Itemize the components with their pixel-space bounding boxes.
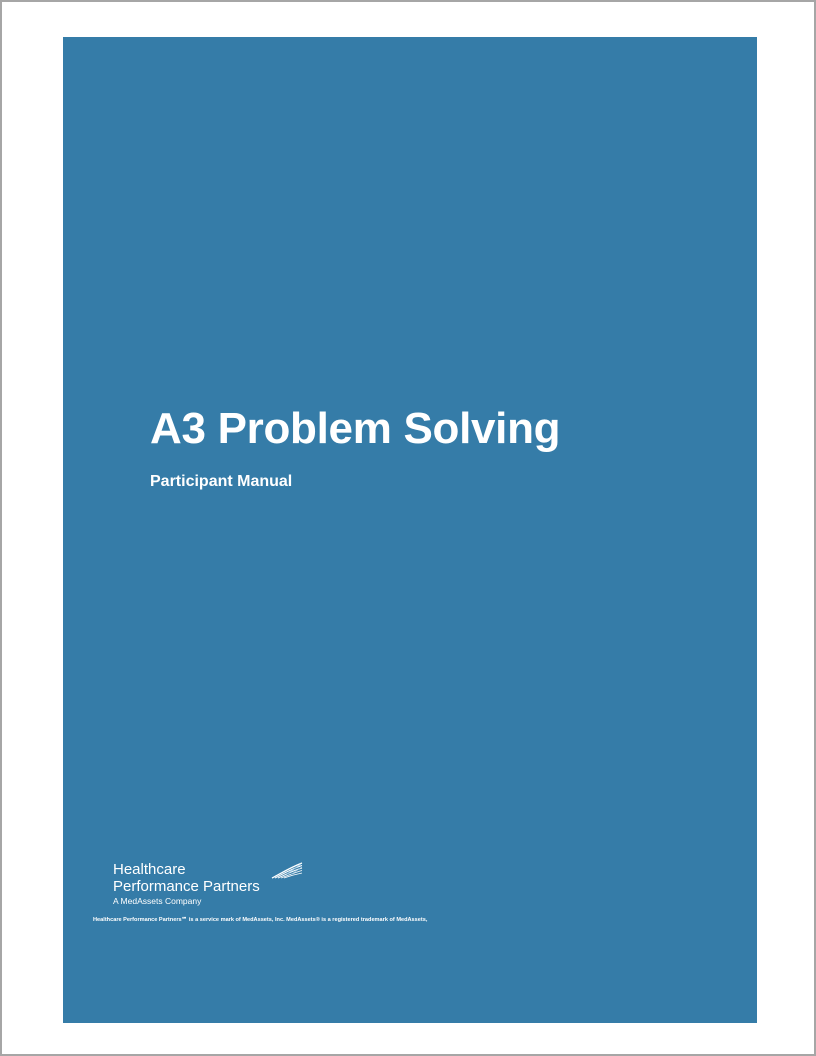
cover-panel xyxy=(63,37,757,1023)
cover-title: A3 Problem Solving xyxy=(150,404,561,453)
company-logo xyxy=(113,861,313,911)
trademark-notice: Healthcare Performance Partners℠ is a service mark of MedAssets, Inc. MedAssets® is a registered trademark of MedAssets, xyxy=(93,917,428,923)
logo-tagline: A MedAssets Company xyxy=(113,896,202,906)
logo-name-line2: Performance Partners xyxy=(113,878,260,895)
logo-name-line1: Healthcare xyxy=(113,861,186,878)
cover-subtitle: Participant Manual xyxy=(150,473,293,490)
winged-swoosh-icon xyxy=(271,862,303,880)
